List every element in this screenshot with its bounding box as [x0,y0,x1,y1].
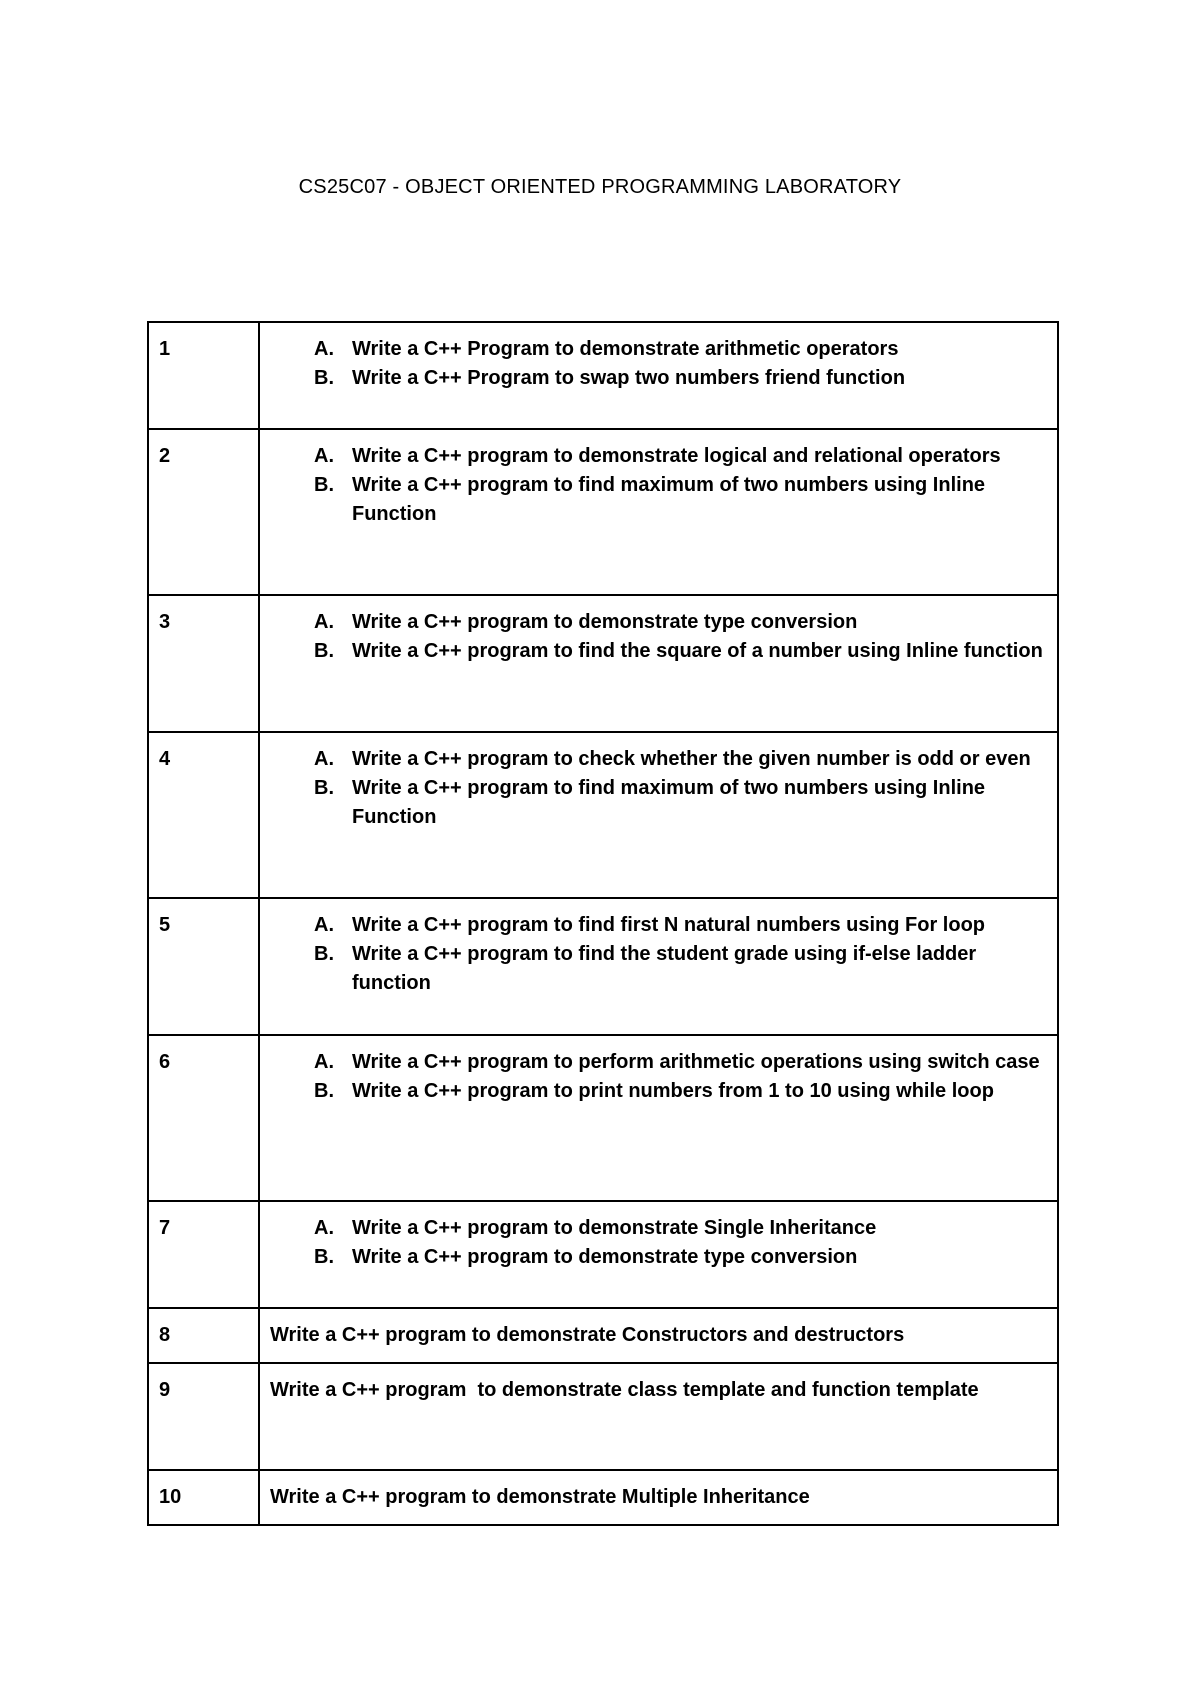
experiment-text: Write a C++ program to demonstrate class template and function template [259,1363,1058,1470]
experiment-text: Write a C++ Program to swap two numbers friend function [352,367,906,389]
experiment-text: Write a C++ program to demonstrate Multiple Inheritance [259,1470,1058,1525]
list-marker: B. [314,777,334,799]
experiment-cell [259,429,1058,595]
experiment-list [270,1048,1047,1106]
list-marker: A. [314,338,334,360]
experiment-text: Write a C++ program to find first N natural numbers using For loop [352,914,986,936]
experiment-number: 4 [148,732,259,898]
experiment-text: Write a C++ program to demonstrate Constructors and destructors [259,1308,1058,1363]
list-item [314,335,1047,364]
experiment-number: 7 [148,1201,259,1308]
experiment-number: 6 [148,1035,259,1201]
list-item [314,940,1047,998]
list-marker: A. [314,914,334,936]
list-item [314,1077,1047,1106]
table-row [148,1201,1058,1308]
list-marker: A. [314,611,334,633]
experiment-number: 2 [148,429,259,595]
experiment-cell [259,732,1058,898]
list-marker: B. [314,1080,334,1102]
list-item [314,1214,1047,1243]
experiment-number: 8 [148,1308,259,1363]
experiment-text: Write a C++ program to demonstrate type conversion [352,611,858,633]
table-row [148,1363,1058,1470]
table-row [148,732,1058,898]
experiment-list [270,911,1047,998]
experiment-text: Write a C++ program to demonstrate Single Inheritance [352,1217,877,1239]
experiment-text: Write a C++ program to demonstrate logical and relational operators [352,445,1001,467]
experiment-cell [259,898,1058,1035]
table-row [148,429,1058,595]
experiment-text: Write a C++ Program to demonstrate arithmetic operators [352,338,899,360]
list-marker: B. [314,367,334,389]
list-item [314,608,1047,637]
experiment-list [270,1214,1047,1272]
list-item [314,471,1047,529]
list-marker: B. [314,943,334,965]
experiments-table [147,321,1059,1526]
experiment-number: 1 [148,322,259,429]
experiment-number: 10 [148,1470,259,1525]
experiment-list [270,335,1047,393]
list-marker: B. [314,1246,334,1268]
experiment-list [270,608,1047,666]
experiment-cell [259,322,1058,429]
experiment-cell [259,595,1058,732]
table-row [148,1308,1058,1363]
experiment-cell [259,1035,1058,1201]
experiment-list [270,442,1047,529]
experiment-cell [259,1201,1058,1308]
list-marker: A. [314,1217,334,1239]
experiment-text: Write a C++ program to find the square of a number using Inline function [352,640,1043,662]
experiment-list [270,745,1047,832]
table-row [148,595,1058,732]
experiment-text: Write a C++ program to print numbers from 1 to 10 using while loop [352,1080,994,1102]
list-item [314,774,1047,832]
list-item [314,911,1047,940]
table-row [148,1470,1058,1525]
table-row [148,1035,1058,1201]
table-row [148,898,1058,1035]
list-marker: A. [314,1051,334,1073]
experiment-text: Write a C++ program to perform arithmetic operations using switch case [352,1051,1040,1073]
experiment-number: 5 [148,898,259,1035]
table-row [148,322,1058,429]
list-item [314,637,1047,666]
experiment-text: Write a C++ program to find maximum of two numbers using Inline Function [352,474,986,525]
list-item [314,745,1047,774]
experiment-text: Write a C++ program to demonstrate type conversion [352,1246,858,1268]
experiment-text: Write a C++ program to find the student grade using if-else ladder function [352,943,977,994]
experiment-text: Write a C++ program to check whether the given number is odd or even [352,748,1031,770]
list-marker: A. [314,748,334,770]
list-marker: B. [314,474,334,496]
experiment-number: 9 [148,1363,259,1470]
experiment-number: 3 [148,595,259,732]
page-title: CS25C07 - OBJECT ORIENTED PROGRAMMING LABORATORY [298,176,902,198]
list-item [314,1243,1047,1272]
list-item [314,1048,1047,1077]
list-marker: B. [314,640,334,662]
experiment-text: Write a C++ program to find maximum of two numbers using Inline Function [352,777,986,828]
list-item [314,442,1047,471]
list-item [314,364,1047,393]
list-marker: A. [314,445,334,467]
